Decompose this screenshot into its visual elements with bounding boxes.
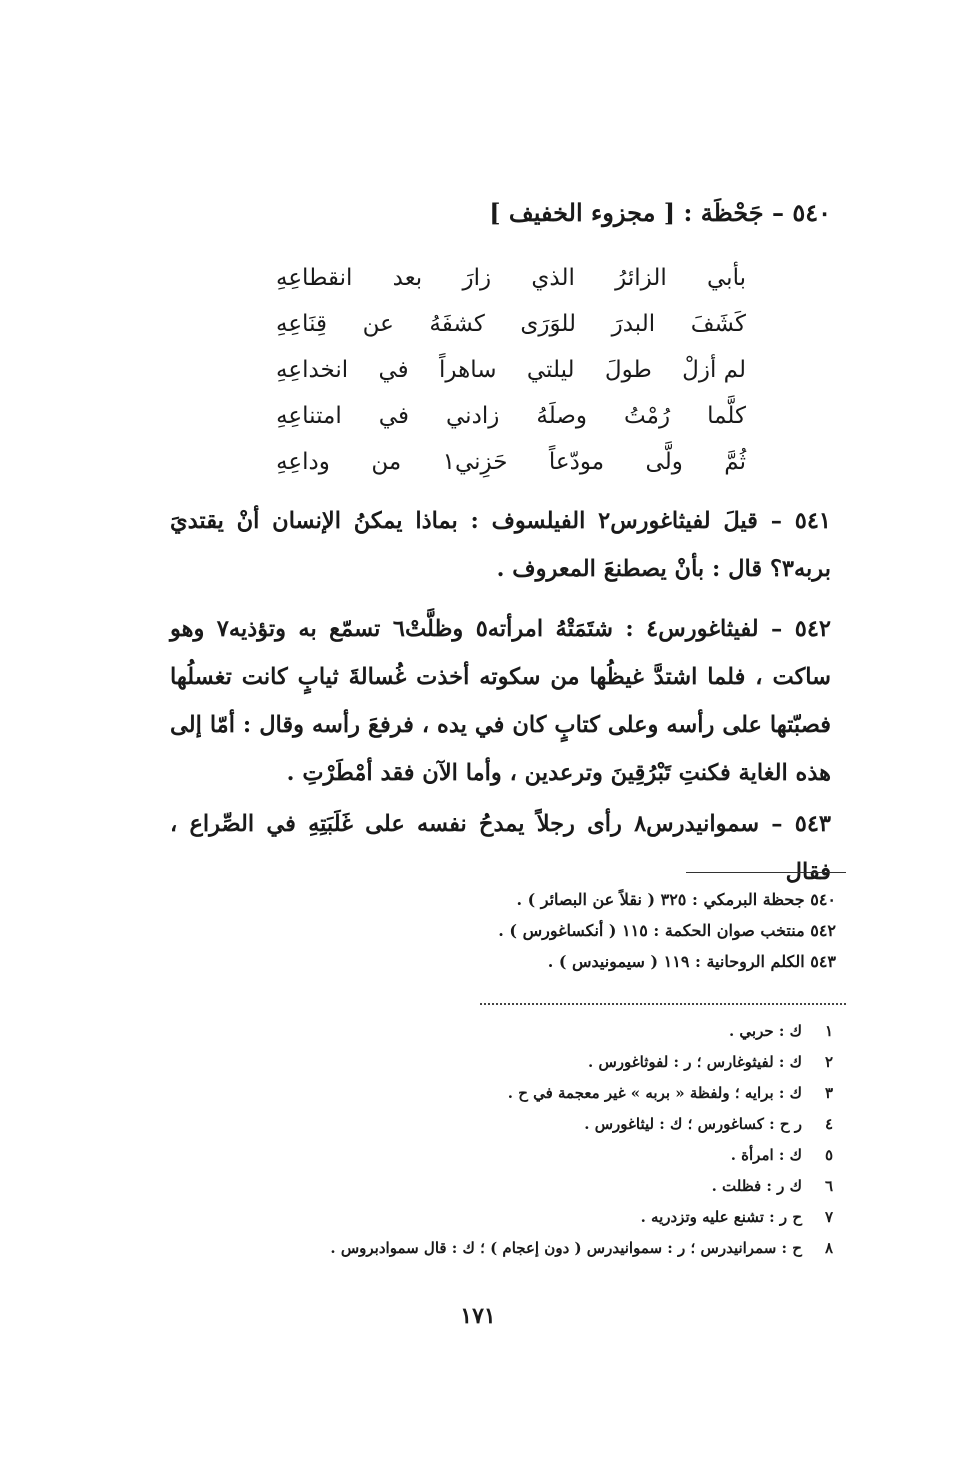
note-number: ٥ xyxy=(824,1146,834,1164)
note-item xyxy=(330,1016,836,1047)
verse-word: ساهراً xyxy=(439,357,497,383)
verse-word: حَزِني١ xyxy=(442,449,508,475)
note-text: ك : امرأة . xyxy=(730,1146,802,1164)
verse-word: طولَ xyxy=(604,357,652,383)
verse-word: كَشَفَ xyxy=(690,311,746,337)
entry-542: ٥٤٢ – لفيثاغورس٤ : شتَمَتْهُ امرأته٥ وظلَّتْ٦ تسمّع به وتؤذيه٧ وهو ساكت ، فلما اشتدَّ غيظُها من سكوته أخذت غُسالةَ ثيابٍ كانت تغسلُها فصبّتها على رأسه وعلى كتابٍ كان في يده ، فرفعَ رأسه وقال : أمّا إلى هذه الغاية فكنتِ تَبْرُقِينَ وترعدين ، وأما الآن فقد أمْطَرْتِ . xyxy=(170,616,831,786)
verse-word: ولَّى xyxy=(645,449,683,475)
note-text: ح : سمرانيدرس ؛ ر : سموانيدرس ( دون إعجام ) ؛ ك : قال سموادبروس . xyxy=(330,1239,802,1257)
verse-line xyxy=(276,439,746,485)
note-item xyxy=(330,1202,836,1233)
verse-word: كلَّما xyxy=(707,403,746,429)
note-item xyxy=(330,1233,836,1264)
verse-word: من xyxy=(371,449,402,475)
note-number: ٢ xyxy=(824,1053,834,1071)
note-text: ر ح : كساغورس ؛ ك : ليثاغورس . xyxy=(584,1115,802,1133)
verse-word: كشفَهُ xyxy=(429,311,485,337)
note-text: ك ر : فظلت . xyxy=(711,1177,802,1195)
verse-line xyxy=(276,301,746,347)
verse-word: ليلتي xyxy=(526,357,575,383)
source-reference: ٥٤٠ جحظة البرمكي : ٣٢٥ ( نقلاً عن البصائر ) . xyxy=(516,890,836,909)
note-item xyxy=(330,1140,836,1171)
verse-word: زادني xyxy=(446,403,500,429)
verse-word: بعد xyxy=(392,265,423,291)
note-item xyxy=(330,1109,836,1140)
verse-word: الزائرُ xyxy=(615,265,667,291)
source-reference: ٥٤٣ الكلم الروحانية : ١١٩ ( سيمونيدس ) . xyxy=(547,952,836,971)
verse-word: البدرَ xyxy=(611,311,656,337)
verse-word: انخداعِهِ xyxy=(276,357,349,383)
note-number: ٧ xyxy=(824,1208,834,1226)
note-number: ٣ xyxy=(824,1084,834,1102)
entry-541: ٥٤١ – قيلَ لفيثاغورس٢ الفيلسوف : بماذا يمكنُ الإنسان أنْ يقتديَ بربه٣؟ قال : بأنْ يصطنعَ المعروف . xyxy=(170,508,831,582)
verse-word: عن xyxy=(362,311,394,337)
note-number: ١ xyxy=(824,1022,834,1040)
verse-word: وداعِهِ xyxy=(276,449,330,475)
source-reference: ٥٤٢ منتخب صوان الحكمة : ١١٥ ( أنكساغورس ) . xyxy=(498,921,836,940)
verse-word: وصلَهُ xyxy=(536,403,587,429)
footnote-separator xyxy=(686,872,846,873)
note-text: ك : برايه ؛ ولفظة « بربه » غير معجمة في ح . xyxy=(507,1084,802,1102)
dotted-separator xyxy=(480,1003,846,1005)
verse-word: قِنَاعِهِ xyxy=(276,311,327,337)
verse-word: في xyxy=(378,403,409,429)
verse-word: زارَ xyxy=(462,265,492,291)
verse-line xyxy=(276,347,746,393)
page-number: ١٧١ xyxy=(460,1303,496,1329)
note-text: ح ر : تشنع عليه وتزدريه . xyxy=(640,1208,802,1226)
verse-word: في xyxy=(378,357,409,383)
note-item xyxy=(330,1078,836,1109)
entry-540-heading: ٥٤٠ – جَحْظَة : [ مجزوء الخفيف ] xyxy=(489,198,831,227)
verse-word: الذي xyxy=(531,265,575,291)
verse-word: مودّعاً xyxy=(548,449,605,475)
verse-word: ثُمَّ xyxy=(724,449,746,475)
note-item xyxy=(330,1171,836,1202)
verse-word: بأبي xyxy=(707,265,746,291)
verse-word: امتناعِهِ xyxy=(276,403,342,429)
verse-word: انقطاعِهِ xyxy=(276,265,353,291)
note-text: ك : لفيثوغارس ؛ ر : لفوثاغورس . xyxy=(588,1053,802,1071)
verse-line xyxy=(276,255,746,301)
note-number: ٦ xyxy=(824,1177,834,1195)
verse-word: رُمْتُ xyxy=(624,403,671,429)
verse-word: لم أزلْ xyxy=(682,357,746,383)
variant-notes xyxy=(330,1016,836,1264)
entry-543: ٥٤٣ – سموانيدرس٨ رأى رجلاً يمدحُ نفسه على غَلَبَتِهِ في الصِّراع ، فقال xyxy=(170,811,831,885)
source-references xyxy=(498,884,836,977)
note-text: ك : حربي . xyxy=(728,1022,802,1040)
note-number: ٤ xyxy=(824,1115,834,1133)
note-item xyxy=(330,1047,836,1078)
verse-line xyxy=(276,393,746,439)
note-number: ٨ xyxy=(824,1239,834,1257)
poem-540 xyxy=(276,255,746,485)
verse-word: للوَرَى xyxy=(520,311,577,337)
